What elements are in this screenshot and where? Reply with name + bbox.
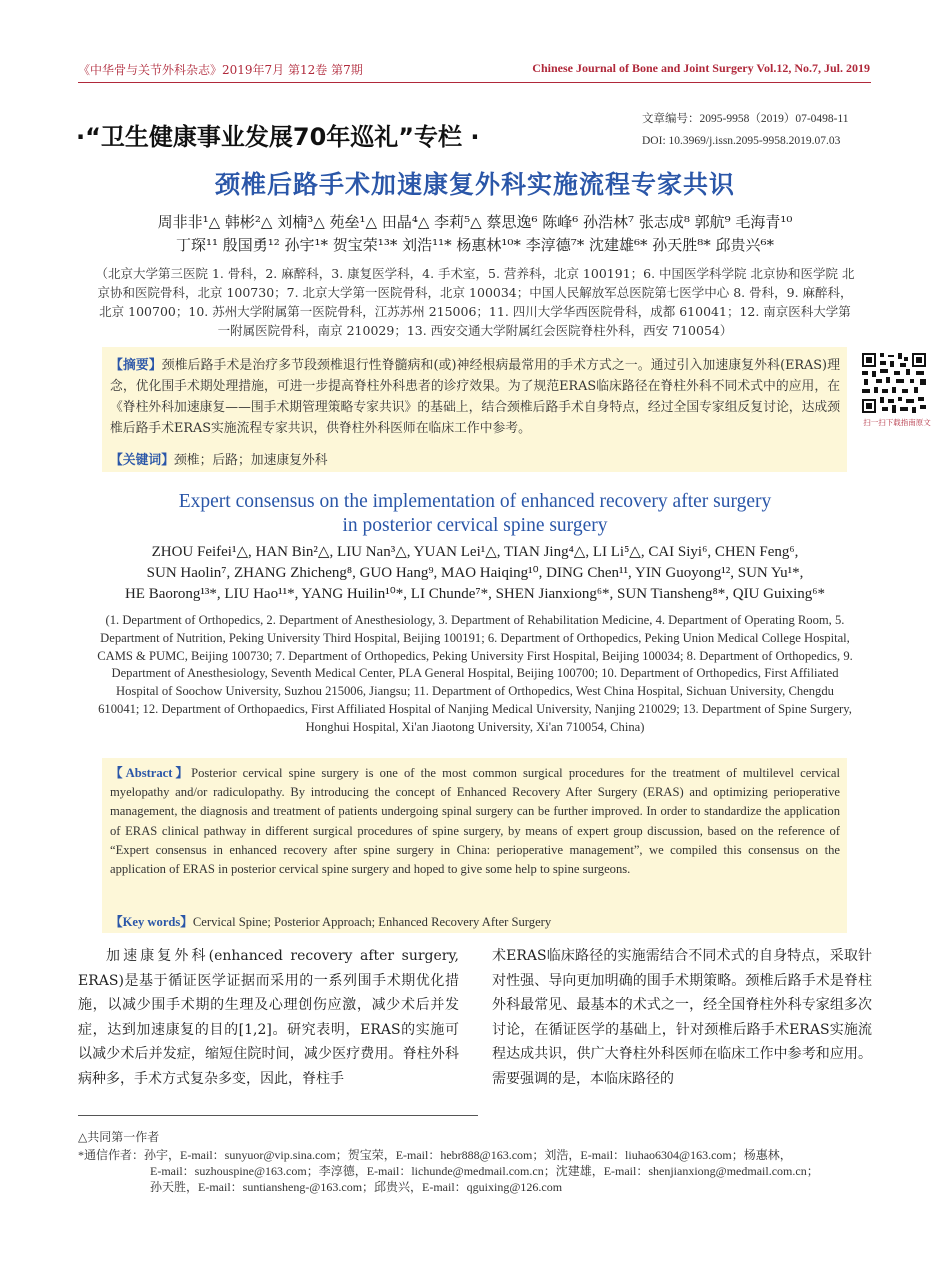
affiliations-english: (1. Department of Orthopedics, 2. Department of Anesthesiology, 3. Department of Rehabilitation Medicine, 4. Department of Operating Room, 5. Department of Nutrition, Peking University Third Hospital, Beijing 100191; 6. Department of Orthopedics, Peking Union Medical College Hospital, CAMS & PUMC, Beijing 100730; 7. Department of Orthopedics, Peking University First Hospital, Beijing 100034; 8. Department of Orthopedics, 9. Department of Anesthesiology, Seventh Medical Center, PLA General Hospital, Beijing 100700; 10. Department of Orthopedics, First Affiliated Hospital of Soochow University, Suzhou 215006, Jiangsu; 11. Department of Orthopedics, West China Hospital, Sichuan University, Chengdu 610041; 12. Department of Orthopaedics, First Affiliated Hospital of Nanjing Medical University, Nanjing 210029; 13. Department of Spine Surgery, Honghui Hospital, Xi'an Jiaotong University, Xi'an 710054, China) [97, 613, 853, 734]
authors-english-line: SUN Haolin⁷, ZHANG Zhicheng⁸, GUO Hang⁹, MAO Haiqing¹⁰, DING Chen¹¹, YIN Guoyong¹², SUN Yu¹*, [146, 565, 804, 581]
abstract-label: 【摘要】 [110, 358, 162, 373]
keywords-label: 【Key words】 [110, 915, 193, 929]
abstract-label: 【Abstract】 [110, 766, 192, 780]
qr-code-icon[interactable] [860, 351, 928, 415]
title-english [0, 490, 950, 538]
title-english-line: in posterior cervical spine surgery [342, 515, 608, 536]
authors-chinese-line: 丁琛¹¹ 殷国勇¹² 孙宇¹* 贺宝荣¹³* 刘浩¹¹* 杨惠林¹⁰* 李淳德⁷* 沈建雄⁶* 孙天胜⁸* 邱贵兴⁶* [175, 236, 775, 254]
affiliations-chinese: （北京大学第三医院 1. 骨科，2. 麻醉科，3. 康复医学科，4. 手术室，5. 营养科，北京 100191；6. 中国医学科学院 北京协和医学院 北京协和医院骨科，北京 100730；7. 北京大学第一医院骨科，北京 100034；中国人民解放军总医院第七医学中心 8. 骨科，9. 麻醉科，北京 100700；10. 苏州大学附属第一医院骨科，江苏苏州 215006；11. 四川大学华西医院骨科，成都 610041；12. 南京医科大学第一附属医院骨科，南京 210029；13. 西安交通大学附属红会医院脊柱外科，西安 710054） [95, 266, 855, 338]
abstract-chinese [110, 355, 840, 439]
header-rule [78, 82, 871, 83]
qr-caption: 扫一扫下载指南原文 [863, 418, 931, 427]
authors-english-line: HE Baorong¹³*, LIU Hao¹¹*, YANG Huilin¹⁰*, LI Chunde⁷*, SHEN Jianxiong⁶*, SUN Tiansheng⁸*, QIU Guixing⁶* [124, 586, 826, 602]
authors-chinese-line: 周非非¹△ 韩彬²△ 刘楠³△ 苑垒¹△ 田晶⁴△ 李莉⁵△ 蔡思逸⁶ 陈峰⁶ 孙浩林⁷ 张志成⁸ 郭航⁹ 毛海青¹⁰ [157, 213, 793, 231]
footnote-line: E-mail：suzhouspine@163.com；李淳德，E-mail：lichunde@medmail.com.cn；沈建雄，E-mail：shenjianxiong@medmail.com.cn； [150, 1164, 819, 1178]
authors-chinese [80, 211, 870, 257]
keywords-chinese [110, 449, 328, 468]
column-title: ·“卫生健康事业发展70年巡礼”专栏 · [76, 123, 480, 151]
abstract-text: Posterior cervical spine surgery is one of the most common surgical procedures for the treatment of multilevel cervical myelopathy and/or radiculopathy. By introducing the concept of Enhanced Recovery After Surgery (ERAS) and optimizing perioperative management, the diagnosis and treatment of patients undergoing spinal surgery can be further improved. In order to standardize the application of ERAS clinical pathway in different surgical procedures of spine surgery, by means of expert group discussion, based on the reference of “Expert consensus in enhanced recovery after spine surgery in China: perioperative management”, we compiled this consensus on the application of ERAS in posterior cervical spine surgery and hoped to give some help to spine surgeons. [110, 766, 840, 877]
keywords-text: Cervical Spine; Posterior Approach; Enhanced Recovery After Surgery [192, 915, 552, 929]
article-number: 文章编号：2095-9958（2019）07-0498-11 [642, 113, 849, 125]
running-header-left: 《中华骨与关节外科杂志》2019年7月 第12卷 第7期 [78, 63, 363, 77]
body-text-right-column: 术ERAS临床路径的实施需结合不同术式的自身特点，采取针对性强、导向更加明确的围手术期策略。颈椎后路手术是脊柱外科最常见、最基本的术式之一，经全国脊柱外科专家组多次讨论，在循证医学的基础上，针对颈椎后路手术ERAS实施流程达成共识，供广大脊柱外科医师在临床工作中参考和应用。需要强调的是，本临床路径的 [492, 948, 872, 1087]
title-chinese: 颈椎后路手术加速康复外科实施流程专家共识 [214, 170, 735, 199]
authors-english-line: ZHOU Feifei¹△, HAN Bin²△, LIU Nan³△, YUAN Lei¹△, TIAN Jing⁴△, LI Li⁵△, CAI Siyi⁶, CHEN Feng⁶, [151, 544, 799, 560]
authors-english [80, 542, 870, 605]
body-text-left-column: 加速康复外科(enhanced recovery after surgery, ERAS)是基于循证医学证据而采用的一系列围手术期优化措施，以减少围手术期的生理及心理创伤应激，减少术后并发症，达到加速康复的目的[1,2]。研究表明，ERAS的实施可以减少术后并发症，缩短住院时间，减少医疗费用。脊柱外科病种多，手术方式复杂多变，因此，脊柱手 [78, 948, 459, 1087]
title-english-line: Expert consensus on the implementation of enhanced recovery after surgery [178, 491, 772, 512]
keywords-label: 【关键词】 [110, 453, 174, 468]
footnote-rule [78, 1115, 478, 1116]
abstract-english [110, 764, 840, 879]
footnote-line: 孙天胜，E-mail：suntiansheng-@163.com；邱贵兴，E-mail：qguixing@126.com [150, 1180, 563, 1194]
keywords-text: 颈椎；后路；加速康复外科 [173, 453, 328, 468]
abstract-text: 颈椎后路手术是治疗多节段颈椎退行性脊髓病和(或)神经根病最常用的手术方式之一。通过引入加速康复外科(ERAS)理念，优化围手术期处理措施，可进一步提高脊柱外科患者的诊疗效果。为了规范ERAS临床路径在脊柱外科不同术式中的应用，在《脊柱外科加速康复——围手术期管理策略专家共识》的基础上，结合颈椎后路手术自身特点，经过全国专家组反复讨论，达成颈椎后路手术ERAS实施流程专家共识，供脊柱外科医师在临床工作中参考。 [110, 358, 840, 436]
footnote-corresponding-authors [78, 1147, 878, 1195]
doi[interactable]: DOI: 10.3969/j.issn.2095-9958.2019.07.03 [642, 135, 841, 147]
footnote-line: *通信作者：孙宇，E-mail：sunyuor@vip.sina.com；贺宝荣，E-mail：hebr888@163.com；刘浩，E-mail：liuhao6304@163.com；杨惠林， [78, 1148, 792, 1162]
keywords-english [110, 911, 551, 930]
footnote-co-first-author: △共同第一作者 [78, 1130, 160, 1144]
running-header-right: Chinese Journal of Bone and Joint Surgery Vol.12, No.7, Jul. 2019 [532, 61, 870, 75]
